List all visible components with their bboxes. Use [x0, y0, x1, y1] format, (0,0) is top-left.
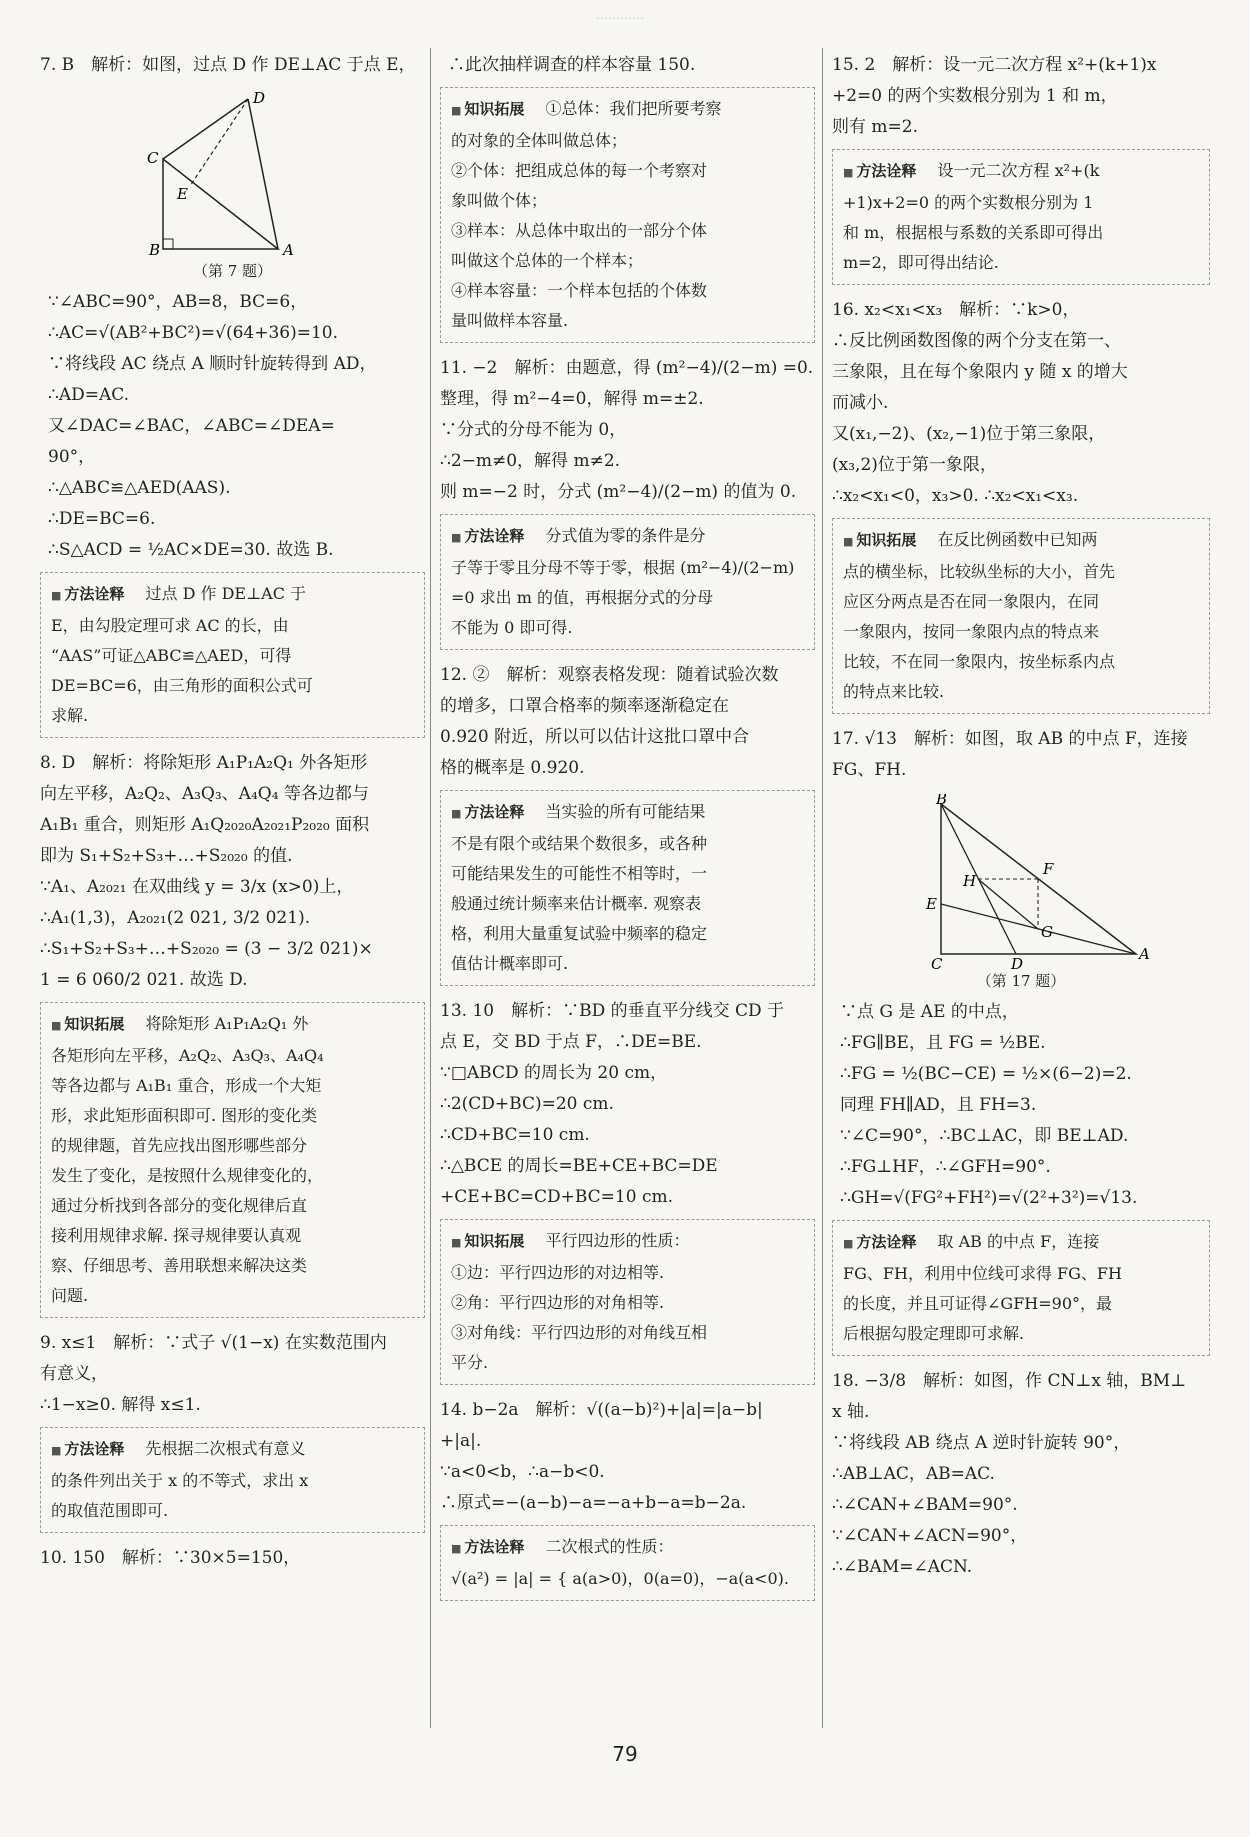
text-line: 整理，得 m²−4=0，解得 m=±2. — [440, 389, 704, 409]
text-line: 即为 S₁+S₂+S₃+…+S₂₀₂₀ 的值. — [40, 846, 293, 866]
text-line: ∴S△ACD = ½AC×DE=30. 故选 B. — [48, 540, 334, 560]
text-line: ∴GH=√(FG²+FH²)=√(2²+3²)=√13. — [840, 1188, 1138, 1208]
box-text: 平行四边形的性质： ①边：平行四边形的对边相等. ②角：平行四边形的对角相等. ③对角线：平行四边形的对角线互相 平分. — [451, 1231, 708, 1372]
text-line: 格的概率是 0.920. — [440, 758, 585, 778]
text-line: ∵∠CAN+∠ACN=90°， — [832, 1526, 1028, 1546]
fig17-label-b: B — [936, 794, 948, 808]
text-line: ∴此次抽样调查的样本容量 150. — [448, 55, 696, 75]
box-title: ■ 方法诠释 — [843, 162, 916, 180]
text-line: 则 m=−2 时，分式 (m²−4)/(2−m) 的值为 0. — [440, 482, 797, 502]
text-line: 点 E，交 BD 于点 F，∴DE=BE. — [440, 1032, 702, 1052]
text-line: ∵□ABCD 的周长为 20 cm， — [440, 1063, 668, 1083]
text-line: ∴FG∥BE，且 FG = ½BE. — [840, 1033, 1046, 1053]
text-line: 15. 2 解析：设一元二次方程 x²+(k+1)x — [832, 55, 1157, 75]
text-line: 的取值范围即可. — [51, 1501, 169, 1520]
box-text: 取 AB 的中点 F，连接 FG、FH，利用中位线可求得 FG、FH 的长度，并且可证得∠GFH=90°，最 后根据勾股定理即可求解. — [843, 1232, 1122, 1343]
text-line: ∴AD=AC. — [48, 385, 130, 405]
text-line: ∴1−x≥0. 解得 x≤1. — [40, 1395, 201, 1415]
text-line: ∵将线段 AB 绕点 A 逆时针旋转 90°， — [832, 1433, 1131, 1453]
q11-text — [440, 353, 815, 508]
fig17-label-e: E — [926, 895, 937, 913]
q18-text — [832, 1366, 1210, 1583]
text-line: 7. B 解析：如图，过点 D 作 DE⊥AC 于点 E， — [40, 55, 416, 75]
fig17-label-c: C — [931, 955, 943, 969]
text-line: 量叫做样本容量. — [451, 311, 569, 330]
text-line: 16. x₂<x₁<x₃ 解析：∵k>0， — [832, 300, 1080, 320]
fig17-label-a: A — [1139, 945, 1150, 963]
text-line: ∵∠ABC=90°，AB=8，BC=6， — [48, 292, 308, 312]
box-title: ■ 方法诠释 — [51, 585, 124, 603]
q12-method-box — [440, 790, 815, 986]
fig7-label-d: D — [252, 89, 265, 107]
q15-text — [832, 50, 1210, 143]
text-line: ∴FG = ½(BC−CE) = ½×(6−2)=2. — [840, 1064, 1132, 1084]
text-line: 后根据勾股定理即可求解. — [843, 1324, 1025, 1343]
fig7-label-e: E — [176, 185, 188, 203]
page-number: 79 — [612, 1742, 638, 1766]
column-2 — [440, 50, 815, 1611]
q17-method-box — [832, 1220, 1210, 1356]
fig7-label-a: A — [282, 241, 294, 259]
text-line: +2=0 的两个实数根分别为 1 和 m， — [832, 86, 1118, 106]
text-line: ∵分式的分母不能为 0， — [440, 420, 627, 440]
text-line: ∵将线段 AC 绕点 A 顺时针旋转得到 AD， — [48, 354, 377, 374]
text-line: FG、FH. — [832, 760, 907, 780]
box-title: ■ 方法诠释 — [451, 803, 524, 821]
box-title: ■ 知识拓展 — [51, 1015, 124, 1033]
text-line: 90°， — [48, 447, 96, 467]
q8-knowledge-box — [40, 1002, 425, 1318]
text-line: 1 = 6 060/2 021. 故选 D. — [40, 970, 248, 990]
text-line: 0.920 附近，所以可以估计这批口罩中合 — [440, 727, 750, 747]
text-line: ∴DE=BC=6. — [48, 509, 156, 529]
box-text: ①总体：我们把所要考察 的对象的全体叫做总体； ②个体：把组成总体的每一个考察对 象叫做个体； ③样本：从总体中取出的一部分个体 叫做这个总体的一个样本； ④样本容量：一个样本包括的个体数 量叫做样本容量. — [451, 99, 722, 330]
text-line: +CE+BC=CD+BC=10 cm. — [440, 1187, 673, 1207]
text-line: 三象限，且在每个象限内 y 随 x 的增大 — [832, 362, 1128, 382]
text-line: 又(x₁,−2)、(x₂,−1)位于第三象限， — [832, 424, 1106, 444]
q17-text — [832, 724, 1210, 786]
text-line: ∴S₁+S₂+S₃+…+S₂₀₂₀ = (3 − 3/2 021)× — [40, 939, 373, 959]
box-text: 将除矩形 A₁P₁A₂Q₁ 外 各矩形向左平移，A₂Q₂、A₃Q₃、A₄Q₄ 等各边都与 A₁B₁ 重合，形成一个大矩 形，求此矩形面积即可. 图形的变化类 的规律题，首先应找出图形哪些部分 发生了变化，是按照什么规律变化的， 通过分析找到各部分的变化规律后直 接利用规律求解. 探寻规律要认真观 察、仔细思考、善用联想来解决这类 问题. — [51, 1014, 324, 1305]
text-line: ∴CD+BC=10 cm. — [440, 1125, 590, 1145]
box-text: 设一元二次方程 x²+(k +1)x+2=0 的两个实数根分别为 1 和 m，根据根与系数的关系即可得出 m=2，即可得出结论. — [843, 161, 1104, 272]
text-line: ∵a<0<b，∴a−b<0. — [440, 1462, 605, 1482]
text-line: 10. 150 解析：∵30×5=150， — [40, 1548, 301, 1568]
text-line: ∴A₁(1,3)，A₂₀₂₁(2 021, 3/2 021). — [40, 908, 311, 928]
box-title: ■ 知识拓展 — [451, 100, 524, 118]
q16-text — [832, 295, 1210, 512]
text-line: 12. ② 解析：观察表格发现：随着试验次数 — [440, 665, 779, 685]
box-text: 分式值为零的条件是分 子等于零且分母不等于零，根据 (m²−4)/(2−m) =0 求出 m 的值，再根据分式的分母 不能为 0 即可得. — [451, 526, 795, 637]
text-line: 值估计概率即可. — [451, 954, 569, 973]
text-line: A₁B₁ 重合，则矩形 A₁Q₂₀₂₀A₂₀₂₁P₂₀₂₀ 面积 — [40, 815, 370, 835]
q10-text — [40, 1543, 425, 1574]
column-1 — [40, 50, 425, 1574]
q13-text — [440, 996, 815, 1213]
text-line: ∴2(CD+BC)=20 cm. — [440, 1094, 614, 1114]
q7-solution — [40, 287, 425, 566]
text-line: 求解. — [51, 706, 89, 725]
text-line: ∵点 G 是 AE 的中点， — [840, 1002, 1019, 1022]
q9-method-box — [40, 1427, 425, 1533]
figure-7 — [133, 89, 333, 259]
text-line: ∴∠BAM=∠ACN. — [832, 1557, 973, 1577]
text-line: 又∠DAC=∠BAC，∠ABC=∠DEA= — [48, 416, 335, 436]
fig7-label-c: C — [146, 149, 158, 167]
text-line: ∴反比例函数图像的两个分支在第一、 — [832, 331, 1121, 351]
box-title: ■ 知识拓展 — [843, 531, 916, 549]
column-divider — [822, 48, 823, 1728]
text-line: 8. D 解析：将除矩形 A₁P₁A₂Q₁ 外各矩形 — [40, 753, 368, 773]
q16-knowledge-box — [832, 518, 1210, 714]
text-line: 平分. — [451, 1353, 489, 1372]
text-line: ∴原式=−(a−b)−a=−a+b−a=b−2a. — [440, 1493, 747, 1513]
text-line: ∴2−m≠0，解得 m≠2. — [440, 451, 621, 471]
fig17-label-h: H — [963, 872, 977, 890]
q11-method-box — [440, 514, 815, 650]
column-divider — [430, 48, 431, 1728]
text-line: +|a|. — [440, 1431, 482, 1451]
text-line: 的增多，口罩合格率的频率逐渐稳定在 — [440, 696, 729, 716]
text-line: x 轴. — [832, 1402, 870, 1422]
text-line: 11. −2 解析：由题意，得 (m²−4)/(2−m) =0. — [440, 358, 814, 378]
box-title: ■ 知识拓展 — [451, 1232, 524, 1250]
text-line: (x₃,2)位于第一象限， — [832, 455, 997, 475]
q10-knowledge-box — [440, 87, 815, 343]
fig17-label-f: F — [1043, 860, 1054, 878]
fig17-label-d: D — [1011, 955, 1024, 969]
text-line: 而减小. — [832, 393, 889, 413]
q7-text — [40, 50, 425, 81]
text-line: 9. x≤1 解析：∵式子 √(1−x) 在实数范围内 — [40, 1333, 387, 1353]
text-line: 不能为 0 即可得. — [451, 618, 573, 637]
fig7-label-b: B — [148, 241, 160, 259]
fig17-label-g: G — [1041, 923, 1053, 941]
q12-text — [440, 660, 815, 784]
figure-17 — [891, 794, 1151, 969]
text-line: 的特点来比较. — [843, 682, 945, 701]
header-mark: ………… — [596, 8, 644, 22]
box-text: 二次根式的性质： √(a²) = |a| = { a(a>0)，0(a=0)，−a(a<0). — [451, 1537, 789, 1588]
q7-method-box — [40, 572, 425, 738]
text-line: ∴△ABC≌△AED(AAS). — [48, 478, 231, 498]
fig7-caption: （第 7 题） — [192, 262, 273, 280]
q8-text — [40, 748, 425, 996]
text-line: 向左平移，A₂Q₂、A₃Q₃、A₄Q₄ 等各边都与 — [40, 784, 369, 804]
text-line: 同理 FH∥AD，且 FH=3. — [840, 1095, 1037, 1115]
q10-solution — [440, 50, 815, 81]
box-title: ■ 方法诠释 — [451, 527, 524, 545]
text-line: ∴AC=√(AB²+BC²)=√(64+36)=10. — [48, 323, 339, 343]
box-text: 在反比例函数中已知两 点的横坐标，比较纵坐标的大小，首先 应区分两点是否在同一象限内，在同 一象限内，按同一象限内点的特点来 比较，不在同一象限内，按坐标系内点 的特点来比较. — [843, 530, 1116, 701]
fig17-caption: （第 17 题） — [976, 972, 1066, 990]
q9-text — [40, 1328, 425, 1421]
text-line: ∴FG⊥HF，∴∠GFH=90°. — [840, 1157, 1051, 1177]
box-text: 过点 D 作 DE⊥AC 于 E，由勾股定理可求 AC 的长，由 “AAS”可证△ABC≌△AED，可得 DE=BC=6，由三角形的面积公式可 求解. — [51, 584, 313, 725]
text-line: 则有 m=2. — [832, 117, 918, 137]
text-line: ∴x₂<x₁<0，x₃>0. ∴x₂<x₁<x₃. — [832, 486, 1079, 506]
text-line: 问题. — [51, 1286, 89, 1305]
box-title: ■ 方法诠释 — [843, 1233, 916, 1251]
text-line: 17. √13 解析：如图，取 AB 的中点 F，连接 — [832, 729, 1188, 749]
text-line: √(a²) = |a| = { a(a>0)，0(a=0)，−a(a<0). — [451, 1569, 789, 1588]
q17-solution — [832, 997, 1210, 1214]
box-text: 当实验的所有可能结果 不是有限个或结果个数很多，或各种 可能结果发生的可能性不相等时，一 般通过统计频率来估计概率. 观察表 格，利用大量重复试验中频率的稳定 值估计概率即可. — [451, 802, 708, 973]
q14-text — [440, 1395, 815, 1519]
box-title: ■ 方法诠释 — [451, 1538, 524, 1556]
box-text: 先根据二次根式有意义 的条件列出关于 x 的不等式，求出 x 的取值范围即可. — [51, 1439, 309, 1520]
text-line: ∴∠CAN+∠BAM=90°. — [832, 1495, 1018, 1515]
text-line: 18. −3/8 解析：如图，作 CN⊥x 轴，BM⊥ — [832, 1371, 1187, 1391]
q13-knowledge-box — [440, 1219, 815, 1385]
box-title: ■ 方法诠释 — [51, 1440, 124, 1458]
column-3 — [832, 50, 1210, 1583]
q15-method-box — [832, 149, 1210, 285]
text-line: ∴△BCE 的周长=BE+CE+BC=DE — [440, 1156, 718, 1176]
text-line: m=2，即可得出结论. — [843, 253, 999, 272]
text-line: 有意义， — [40, 1364, 108, 1384]
text-line: ∵A₁、A₂₀₂₁ 在双曲线 y = 3/x (x>0)上， — [40, 877, 354, 897]
text-line: ∵∠C=90°，∴BC⊥AC，即 BE⊥AD. — [840, 1126, 1129, 1146]
q14-method-box — [440, 1525, 815, 1601]
text-line: 14. b−2a 解析：√((a−b)²)+|a|=|a−b| — [440, 1400, 763, 1420]
text-line: ∴AB⊥AC，AB=AC. — [832, 1464, 995, 1484]
text-line: 13. 10 解析：∵BD 的垂直平分线交 CD 于 — [440, 1001, 785, 1021]
